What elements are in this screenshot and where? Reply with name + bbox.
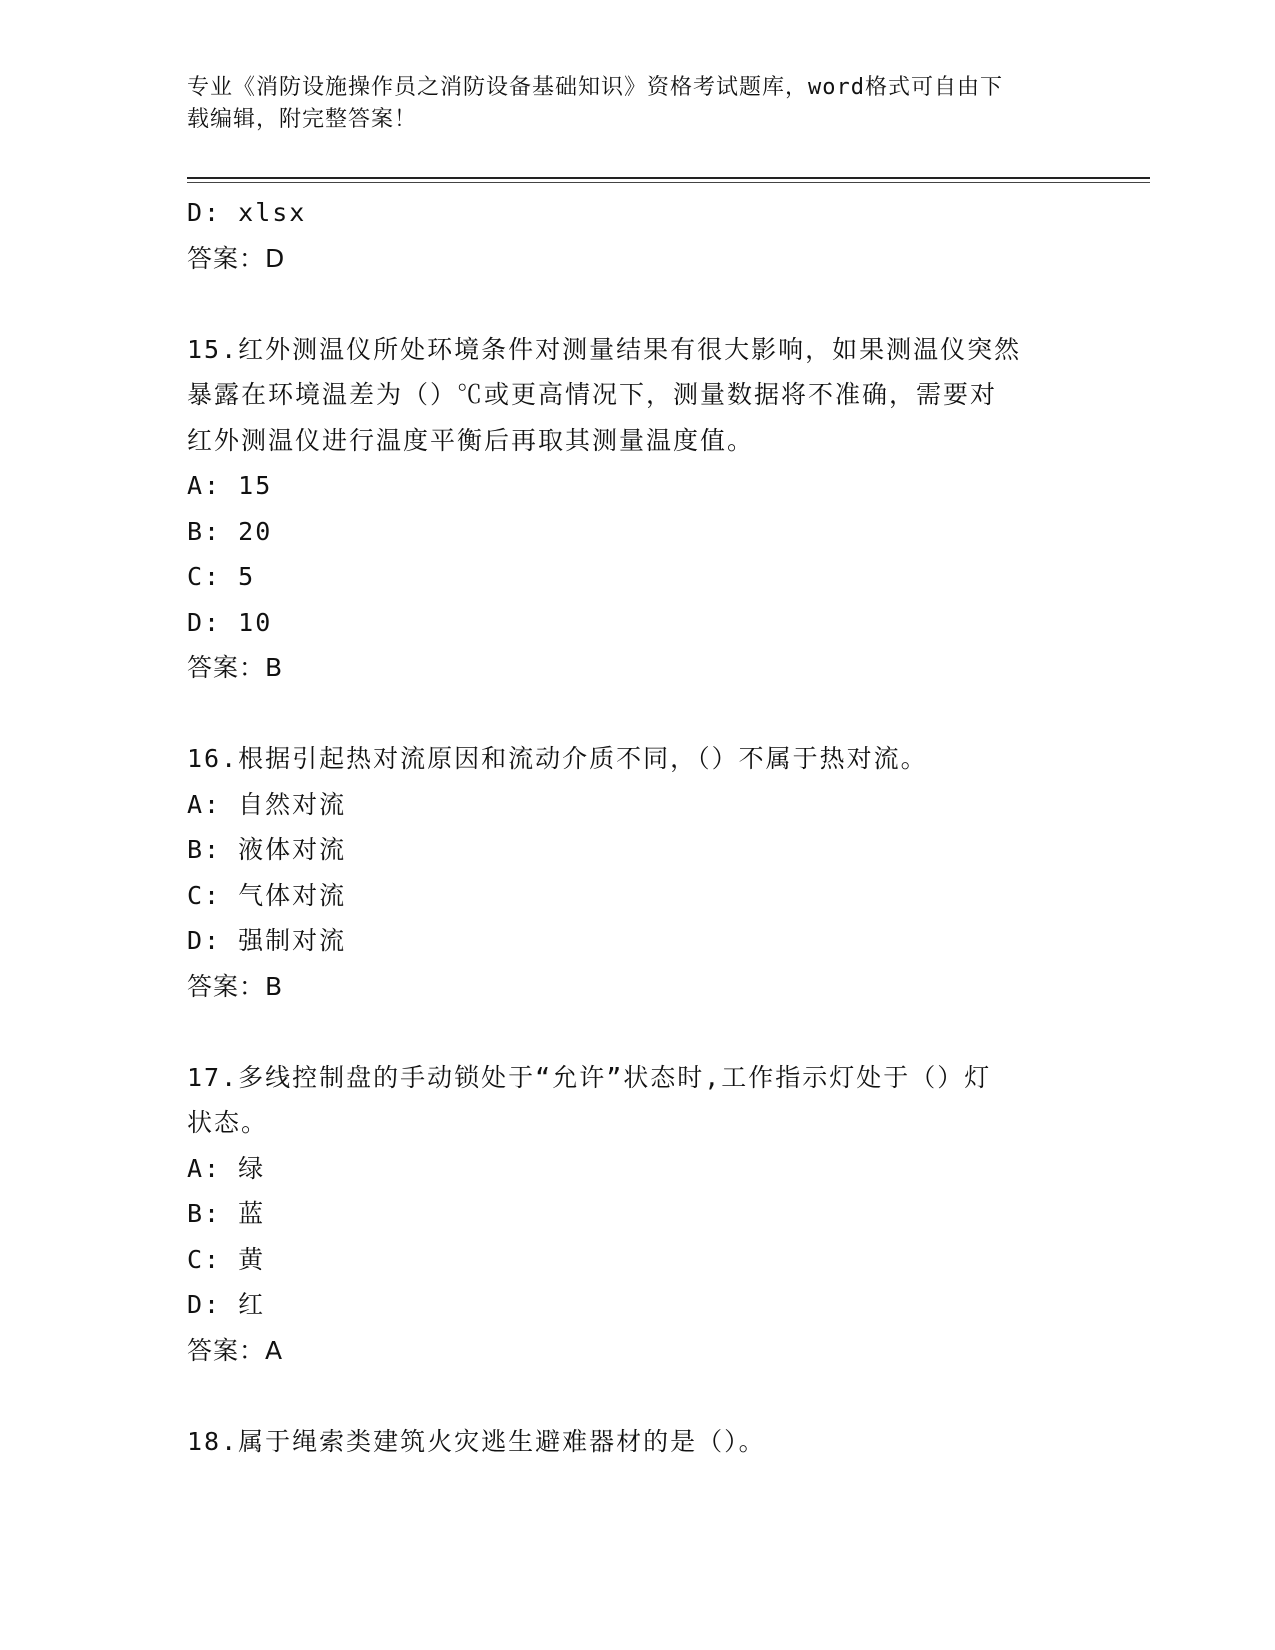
- header-line-1: 专业《消防设施操作员之消防设备基础知识》资格考试题库，word格式可自由下: [187, 75, 1003, 100]
- option-a: A: 自然对流: [187, 789, 347, 819]
- answer: 答案：D: [187, 243, 286, 273]
- question-15: [187, 327, 1067, 691]
- question-text-line: 红外测温仪进行温度平衡后再取其测量温度值。: [187, 425, 755, 455]
- header-divider-thin: [187, 182, 1150, 183]
- question-18: [187, 1419, 1067, 1465]
- question-text-line: 15.红外测温仪所处环境条件对测量结果有很大影响，如果测温仪突然: [187, 334, 1022, 364]
- option-b: B: 液体对流: [187, 835, 347, 864]
- option-b: B: 20: [187, 516, 273, 546]
- option-c: C: 5: [187, 562, 256, 591]
- question-text-line: 暴露在环境温差为（）℃或更高情况下，测量数据将不准确，需要对: [187, 380, 998, 409]
- question-16: [187, 736, 1067, 1009]
- question-text-line: 16.根据引起热对流原因和流动介质不同，（）不属于热对流。: [187, 744, 928, 773]
- option-a: A: 15: [187, 471, 273, 500]
- option-d: D: xlsx: [187, 198, 307, 227]
- option-b: B: 蓝: [187, 1199, 266, 1228]
- question-text-line: 状态。: [187, 1108, 269, 1137]
- question-17: [187, 1055, 1067, 1374]
- question-text-line: 17.多线控制盘的手动锁处于“允许”状态时,工作指示灯处于（）灯: [187, 1062, 992, 1092]
- header-line-2: 载编辑，附完整答案！: [187, 107, 418, 132]
- document-header: [187, 72, 1067, 136]
- question-text-line: 18.属于绳索类建筑火灾逃生避难器材的是（）。: [187, 1426, 766, 1456]
- option-d: D: 强制对流: [187, 926, 347, 955]
- option-c: C: 气体对流: [187, 880, 347, 910]
- option-d: D: 红: [187, 1290, 266, 1319]
- header-divider-thick: [187, 177, 1150, 179]
- answer: 答案：B: [187, 653, 284, 682]
- answer: 答案：A: [187, 1335, 284, 1365]
- option-a: A: 绿: [187, 1153, 266, 1183]
- question-14-tail: [187, 190, 1067, 281]
- answer: 答案：B: [187, 971, 284, 1001]
- question-list: [187, 190, 1067, 1464]
- option-d: D: 10: [187, 607, 273, 637]
- option-c: C: 黄: [187, 1244, 266, 1274]
